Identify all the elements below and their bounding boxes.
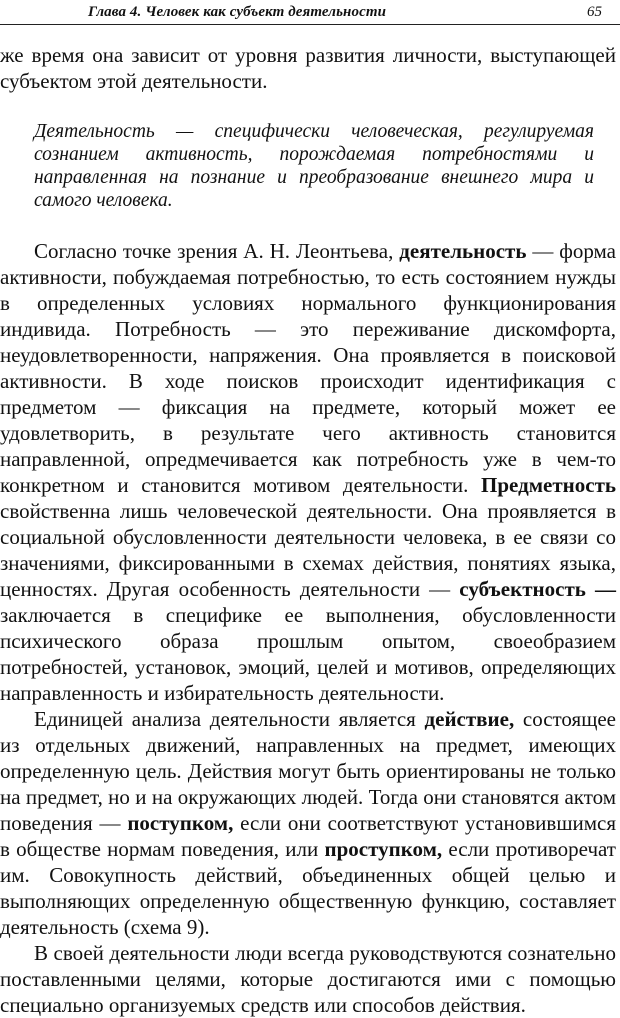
page-number: 65 [587,4,602,20]
paragraph-3-text-2: состоящее из отдельных движений, направленных на предмет, имеющих определенную цель. Действия могут быть ориентированы не только на предмет, но и на окружающих людей. Тогда они становятся актом поведения — [0,707,617,835]
term-subektnost: субъектность — [459,577,616,601]
paragraph-3-text-1: Единицей анализа деятельности является [34,707,425,731]
term-prostupok: проступком, [324,837,443,861]
paragraph-2-text-3: свойственна лишь человеческой деятельности. Она проявляется в социальной обусловленности деятельности человека, в ее связи со значениями, фиксированными в схемах действия, понятиях языка, ценностях. Другая особенность деятельности — [0,499,616,601]
paragraph-3-text-3: если они соответствуют установившимся в обществе нормам поведения, или [0,811,616,861]
paragraph-3-text-4: если противоречат им. Совокупность действий, объединенных общей целью и выполняющих определенную общественную функцию, составляет деятельность (схема 9). [0,837,616,939]
paragraph-2-text-2: — форма активности, побуждаемая потребностью, то есть состоянием нужды в определенных условиях нормального функционирования индивида. Потребность — это переживание дискомфорта, неудовлетворенности, напряжения. Она проявляется в поисковой активности. В ходе поисков происходит идентификация с предметом — фиксация на предмете, который может ее удовлетворить, в результате чего активность становится направленной, опредмечивается как потребность уже в чем-то конкретном и становится мотивом деятельности. [0,239,616,497]
paragraph-3 [0,706,616,940]
term-postupok: поступком, [127,811,234,835]
paragraph-2-text-1: Согласно точке зрения А. Н. Леонтьева, [34,239,400,263]
paragraph-2-text-4: заключается в специфике ее выполнения, обусловленности психического образа прошлым опытом, своеобразием потребностей, установок, эмоций, целей и мотивов, определяющих направленность и избирательность деятельности. [0,603,616,705]
paragraph-continuation [0,42,616,94]
paragraph-1: же время она зависит от уровня развития личности, выступающей субъектом этой деятельности. [0,43,616,93]
term-deyatelnost: деятельность [399,239,527,263]
paragraph-4: В своей деятельности люди всегда руководствуются сознательно поставленными целями, которые достигаются ими с помощью специально организуемых средств или способов действия. [0,941,616,1017]
page-header [0,2,620,25]
main-text [0,238,616,1018]
paragraph-2 [0,238,616,706]
term-predmetnost: Предметность [481,473,616,497]
definition-block: Деятельность — специфически человеческая, регулируемая сознанием активность, порождаемая потребностями и направленная на познание и преобразование внешнего мира и самого человека. [34,121,594,211]
running-head: Глава 4. Человек как субъект деятельности [88,4,387,20]
term-deystvie: действие, [424,707,515,731]
